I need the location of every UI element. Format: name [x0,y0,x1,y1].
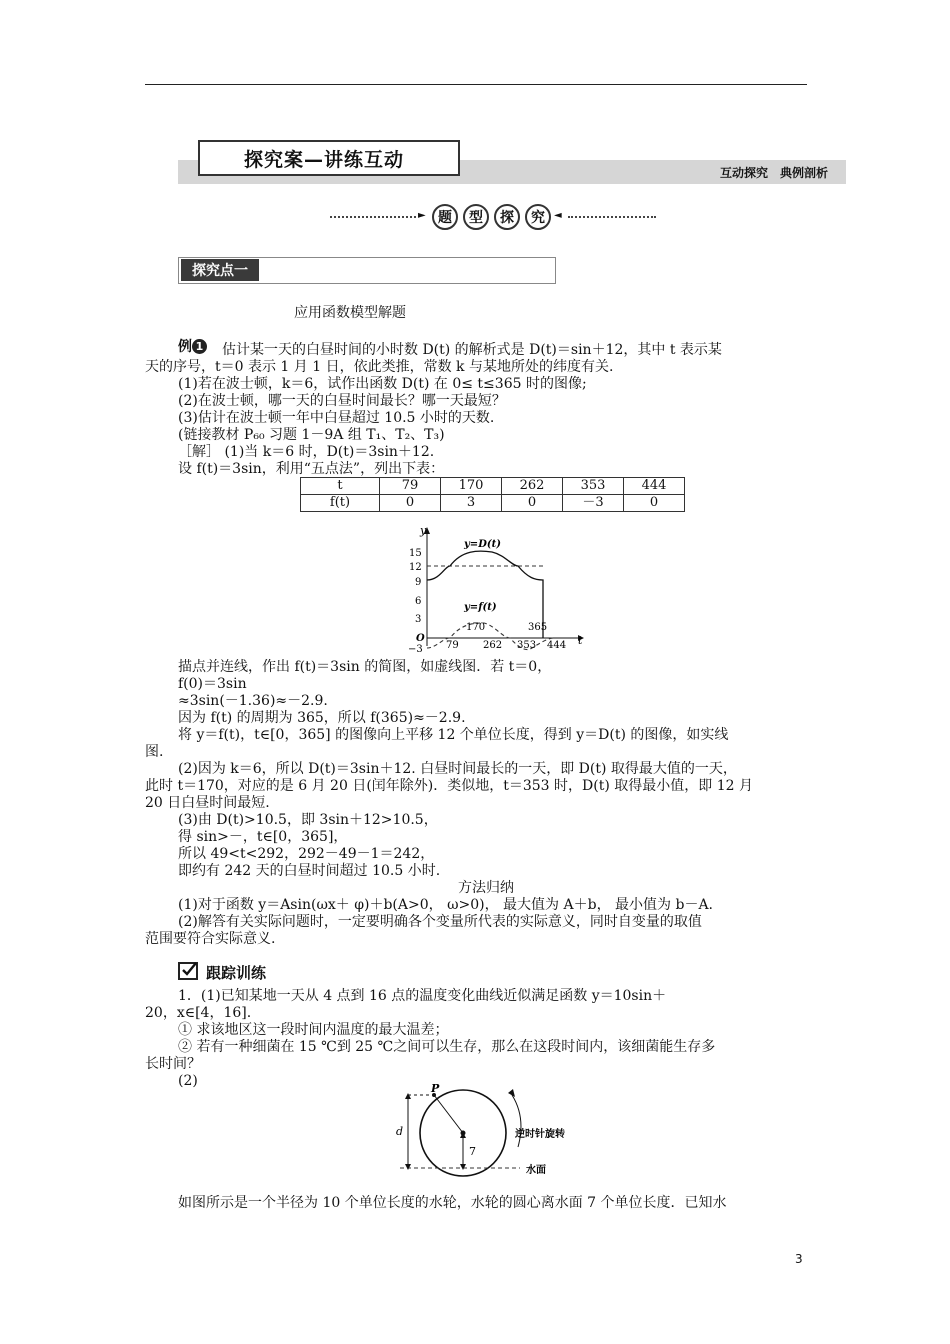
follow-line-2: 20，x∈[4，16]. [145,1005,252,1021]
arrow-right-icon: ► [418,210,426,221]
solution-line-3: ≈3sin(－1.36)≈－2.9. [178,693,328,709]
y-tick-9: 9 [415,577,422,588]
method-line-1: (1)对于函数 y＝Asin(ωx＋ φ)＋b(A>0， ω>0)， 最大值为 A＋b， 最小值为 b－A. [178,897,713,913]
label-p: P [431,1083,440,1095]
x-tick-444: 444 [547,640,567,651]
page-number: 3 [795,1252,803,1266]
example-number: 1 [192,339,207,354]
follow-line-6: (2) [178,1073,198,1089]
solution-line-8: 此时 t＝170，对应的是 6 月 20 日(闰年除外)．类似地，t＝353 时，D(t) 取得最小值，即 12 月 [145,778,753,794]
seven-arrow-head-bottom [460,1164,466,1170]
d-arrow-head-top [405,1093,411,1099]
solution-line-5: 将 y＝f(t)，t∈[0，365] 的图像向上平移 12 个单位长度，得到 y＝D(t) 的图像，如实线 [178,727,729,743]
arrow-left-icon: ◄ [554,210,562,221]
table-cell: f(t) [301,495,380,512]
section-char-1: 题 [432,204,458,230]
solution-line-11: 得 sin>－，t∈[0，365]， [178,829,348,845]
table-row [301,478,685,495]
label-rotate: 逆时针旋转 [515,1129,565,1140]
function-graph [400,522,590,654]
y-tick-minus3: −3 [408,644,423,654]
solution-line-10: (3)由 D(t)>10.5，即 3sin＋12>10.5， [178,812,438,828]
top-rule [145,84,807,85]
label-d: d [396,1125,404,1138]
example-line-5: (3)估计在波士顿一年中白昼超过 10.5 小时的天数. [178,410,495,426]
solution-line-2: f(0)＝3sin [178,676,247,692]
table-cell: 170 [441,478,502,495]
section-char-2: 型 [463,204,489,230]
y-tick-15: 15 [409,548,422,559]
table-cell: 0 [502,495,563,512]
y-tick-12: 12 [409,562,422,573]
solution-line-12: 所以 49<t<292，292－49－1＝242， [178,846,435,862]
y-tick-3: 3 [415,614,422,625]
banner-subtitle: 互动探究 典例剖析 [719,166,828,180]
table-cell: 0 [624,495,685,512]
solution-line-13: 即约有 242 天的白昼时间超过 10.5 小时. [178,863,441,879]
example-line-2: 天的序号，t＝0 表示 1 月 1 日，依此类推，常数 k 与某地所处的纬度有关. [145,359,614,375]
follow-line-4: ② 若有一种细菌在 15 ℃到 25 ℃之间可以生存，那么在这段时间内，该细菌能生存多 [178,1039,716,1055]
water-wheel-diagram [390,1083,600,1183]
follow-line-3: ① 求该地区这一段时间内温度的最大温差； [178,1022,449,1038]
banner-title: 探究案—讲练互动 [198,140,460,176]
radius-line [434,1095,463,1133]
dotted-rule-left [330,216,416,218]
method-line-3: 范围要符合实际意义. [145,931,276,947]
solution-line-4: 因为 f(t) 的周期为 365，所以 f(365)≈－2.9. [178,710,466,726]
example-line-8: 设 f(t)＝3sin，利用“五点法”，列出下表： [178,461,445,477]
label-seven: 7 [469,1145,476,1158]
table-cell: 3 [441,495,502,512]
solution-line-9: 20 日白昼时间最短. [145,795,270,811]
dotted-rule-right [568,216,656,218]
x-tick-79: 79 [446,640,459,651]
follow-label: 跟踪训练 [206,964,267,982]
x-label: t [578,634,583,647]
table-row [301,495,685,512]
rotation-arrow-head [508,1089,515,1097]
method-title: 方法归纳 [458,880,514,896]
x-tick-170: 170 [466,622,486,633]
x-tick-353: 353 [517,640,537,651]
table-cell: 262 [502,478,563,495]
label-water: 水面 [526,1165,546,1176]
point-label: 探究点一 [181,259,259,281]
d-arrow-head-bottom [405,1164,411,1170]
origin-label: O [416,633,425,644]
five-point-table [300,477,685,512]
curve-D-label: y=D(t) [464,539,501,550]
example-line-6: (链接教材 P₆₀ 习题 1－9A 组 T₁、T₂、T₃) [178,427,445,443]
y-label: y [420,524,427,537]
x-tick-365: 365 [528,622,548,633]
table-cell: 0 [380,495,441,512]
checkmark-icon [178,962,198,980]
curve-f-label: y=f(t) [464,602,497,613]
solution-line-6: 图. [145,744,164,760]
solution-line-7: (2)因为 k＝6，所以 D(t)＝3sin＋12. 白昼时间最长的一天，即 D(t) 取得最大值的一天， [178,761,737,777]
section-heading [330,202,660,232]
x-tick-262: 262 [483,640,503,651]
follow-last-line: 如图所示是一个半径为 10 个单位长度的水轮，水轮的圆心离水面 7 个单位长度．已知水 [178,1195,727,1211]
solution-line-1: 描点并连线，作出 f(t)＝3sin 的简图，如虚线图．若 t＝0， [178,659,552,675]
example-badge [178,339,207,356]
table-cell: 444 [624,478,685,495]
table-cell: －3 [563,495,624,512]
table-cell: 353 [563,478,624,495]
table-cell: 79 [380,478,441,495]
follow-line-1: 1．(1)已知某地一天从 4 点到 16 点的温度变化曲线近似满足函数 y＝10sin＋ [178,988,667,1004]
section-char-4: 究 [525,204,551,230]
topic-title: 应用函数模型解题 [294,305,406,321]
example-line-4: (2)在波士顿，哪一天的白昼时间最长？哪一天最短？ [178,393,506,409]
follow-line-5: 长时间？ [145,1056,201,1072]
section-char-3: 探 [494,204,520,230]
table-cell: t [301,478,380,495]
example-line-1: 估计某一天的白昼时间的小时数 D(t) 的解析式是 D(t)＝sin＋12，其中 t 表示某 [222,342,722,358]
example-badge-text: 例 [178,339,192,355]
method-line-2: (2)解答有关实际问题时，一定要明确各个变量所代表的实际意义，同时自变量的取值 [178,914,702,930]
y-tick-6: 6 [415,596,422,607]
example-line-3: (1)若在波士顿，k＝6，试作出函数 D(t) 在 0≤ t≤365 时的图像; [178,376,587,392]
example-line-7: ［解］ (1)当 k＝6 时，D(t)＝3sin＋12. [178,444,435,460]
